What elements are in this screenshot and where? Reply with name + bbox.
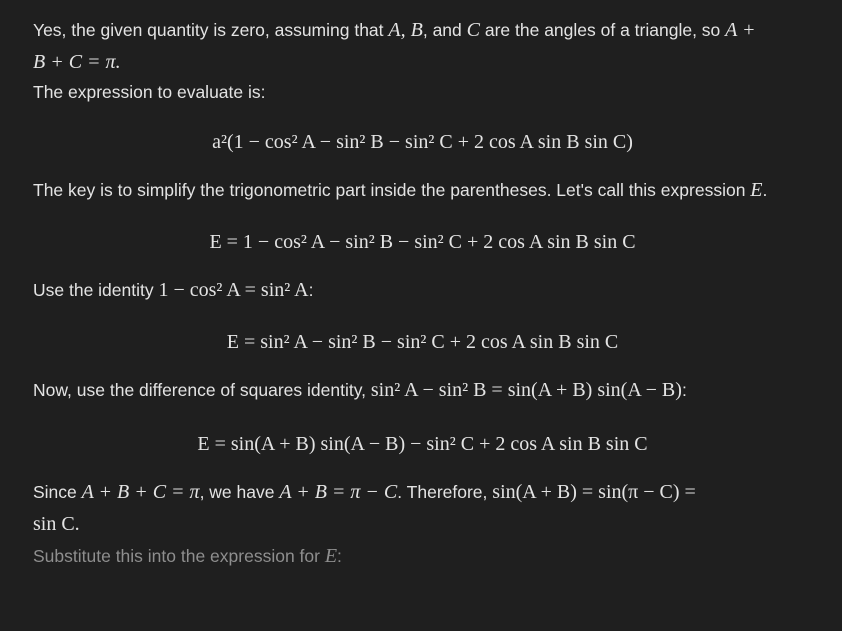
paragraph-text: , we have [199,482,280,502]
paragraph-text: Now, use the difference of squares identity, [33,380,371,400]
math-inline: E [324,545,338,567]
math-inline: A + B + C = π [81,481,200,503]
equation-4: E = sin(A + B) sin(A − B) − sin² C + 2 cos A sin B sin C [197,433,648,455]
paragraph-text: Since [33,482,82,502]
math-inline: A + [725,19,756,41]
paragraph-text: : [308,280,314,300]
intro-text: Yes, the given quantity is zero, assuming that [33,20,389,40]
difference-paragraph [33,374,812,406]
paragraph-text: : [337,546,342,566]
math-inline: C [466,19,480,41]
math-inline: sin(A + B) = sin(π − C) = [492,481,696,503]
intro-text: , and [422,20,467,40]
intro-text: are the angles of a triangle, so [479,20,726,40]
math-inline: A + B = π − C [279,481,398,503]
paragraph-text: The key is to simplify the trigonometric part inside the parentheses. Let's call this expression [33,180,751,200]
paragraph-text: Use the identity [33,280,159,300]
paragraph-text: . Therefore, [397,482,493,502]
since-paragraph [33,476,812,540]
identity-paragraph [33,274,812,306]
math-inline: B + C = π. [33,51,121,73]
paragraph-text: : [681,380,687,400]
math-inline: sin C. [33,513,80,535]
math-inline: 1 − cos² A = sin² A [158,279,309,301]
expression-intro: The expression to evaluate is: [33,82,266,102]
paragraph-text: Substitute this into the expression for [33,546,325,566]
math-inline: sin² A − sin² B = sin(A + B) sin(A − B) [370,379,682,401]
equation-2: E = 1 − cos² A − sin² B − sin² C + 2 cos A sin B sin C [209,231,636,253]
intro-paragraph [33,14,812,78]
substitute-paragraph [33,540,812,572]
math-inline: A, B [388,19,423,41]
simplify-paragraph [33,174,812,206]
math-inline: E [750,179,763,201]
paragraph-text: . [762,180,768,200]
equation-1: a²(1 − cos² A − sin² B − sin² C + 2 cos A sin B sin C) [212,131,633,153]
equation-3: E = sin² A − sin² B − sin² C + 2 cos A sin B sin C [226,331,619,353]
